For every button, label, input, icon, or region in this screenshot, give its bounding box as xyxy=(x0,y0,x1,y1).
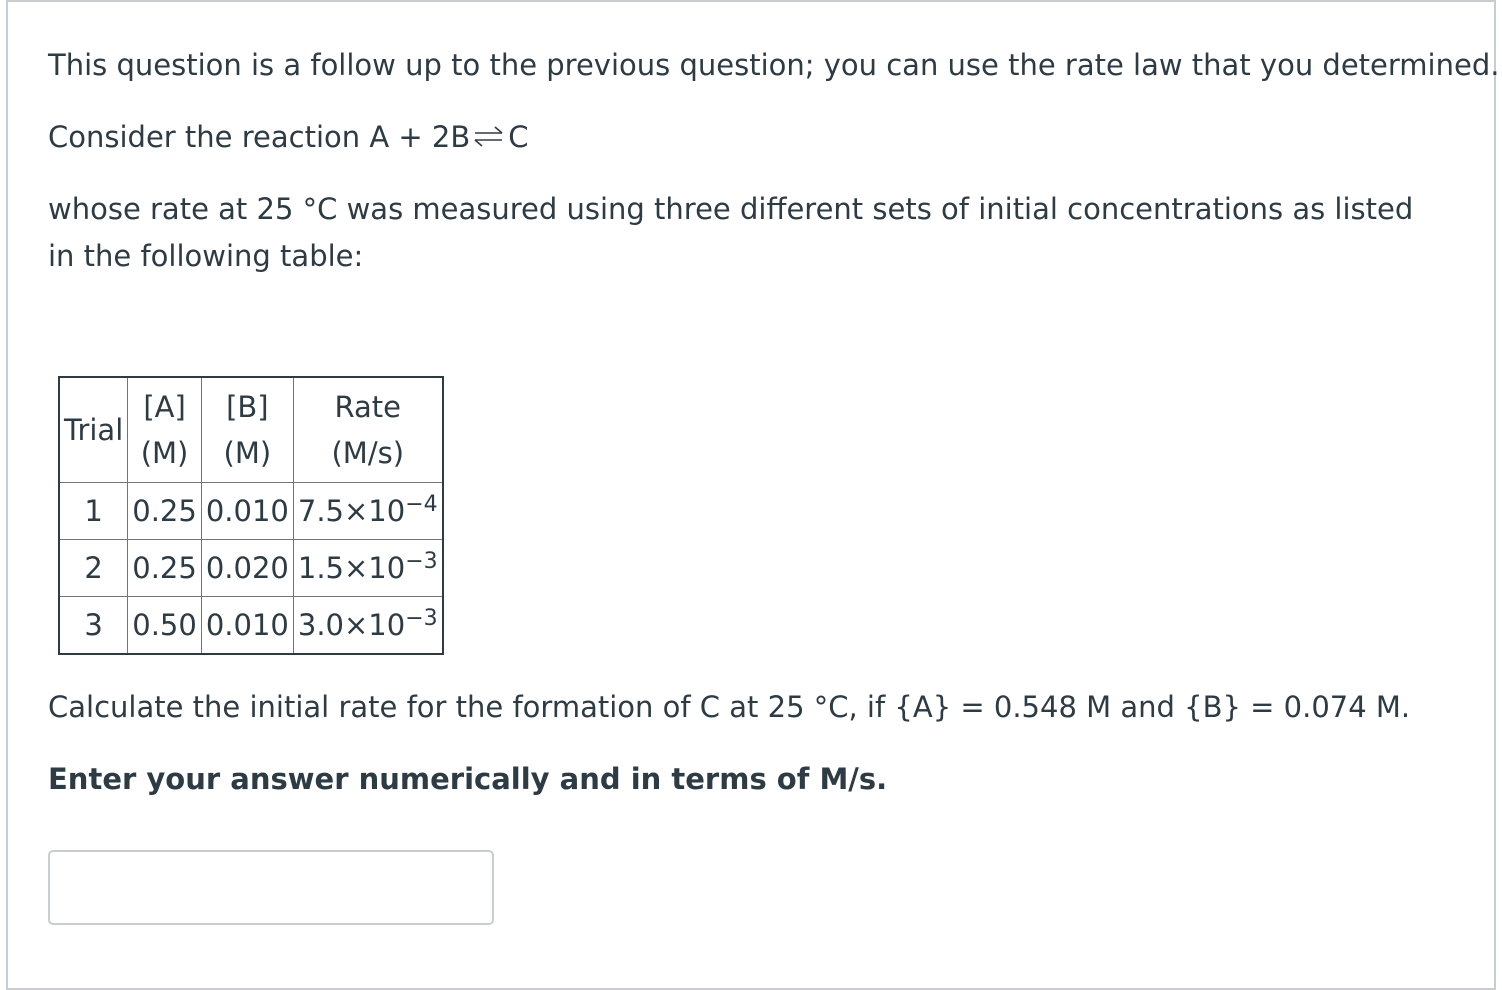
reaction-prefix: Consider the reaction A + 2B xyxy=(48,120,471,154)
answer-input[interactable] xyxy=(48,850,494,925)
cell-a: 0.25 xyxy=(128,483,202,540)
cell-rate xyxy=(293,483,442,540)
header-trial: Trial xyxy=(59,377,128,483)
reaction-suffix: C xyxy=(508,120,529,154)
rate-exponent: −4 xyxy=(405,492,438,517)
header-b-unit: (M) xyxy=(223,436,272,470)
table-row xyxy=(59,483,443,540)
header-a xyxy=(128,377,202,483)
table-row xyxy=(59,540,443,597)
rate-base: 7.5×10 xyxy=(297,494,406,528)
cell-trial: 3 xyxy=(59,597,128,655)
rate-base: 3.0×10 xyxy=(297,608,406,642)
cell-b: 0.020 xyxy=(201,540,293,597)
header-rate-top: Rate xyxy=(334,390,401,424)
header-rate-unit: (M/s) xyxy=(331,436,405,470)
cell-a: 0.50 xyxy=(128,597,202,655)
header-a-unit: (M) xyxy=(140,436,189,470)
question-description: whose rate at 25 °C was measured using three different sets of initial concentrations as listed in the following table: xyxy=(48,192,1414,273)
table-row xyxy=(59,597,443,655)
rate-base: 1.5×10 xyxy=(297,551,406,585)
cell-b: 0.010 xyxy=(201,483,293,540)
cell-a: 0.25 xyxy=(128,540,202,597)
header-b-top: [B] xyxy=(226,390,269,424)
cell-rate xyxy=(293,540,442,597)
cell-trial: 1 xyxy=(59,483,128,540)
table-header-row xyxy=(59,377,443,483)
header-a-top: [A] xyxy=(143,390,186,424)
rate-exponent: −3 xyxy=(405,549,438,574)
cell-b: 0.010 xyxy=(201,597,293,655)
question-intro: This question is a follow up to the previous question; you can use the rate law that you determined. xyxy=(48,48,1500,82)
reaction-line xyxy=(48,114,529,161)
equilibrium-arrow-icon xyxy=(472,124,506,148)
question-prompt: Calculate the initial rate for the formation of C at 25 °C, if {A} = 0.548 M and {B} = 0.074 M. xyxy=(48,690,1411,724)
header-rate xyxy=(293,377,442,483)
rate-exponent: −3 xyxy=(405,606,438,631)
rate-data-table xyxy=(58,376,444,655)
answer-instruction: Enter your answer numerically and in terms of M/s. xyxy=(48,762,888,796)
cell-trial: 2 xyxy=(59,540,128,597)
header-b xyxy=(201,377,293,483)
cell-rate xyxy=(293,597,442,655)
